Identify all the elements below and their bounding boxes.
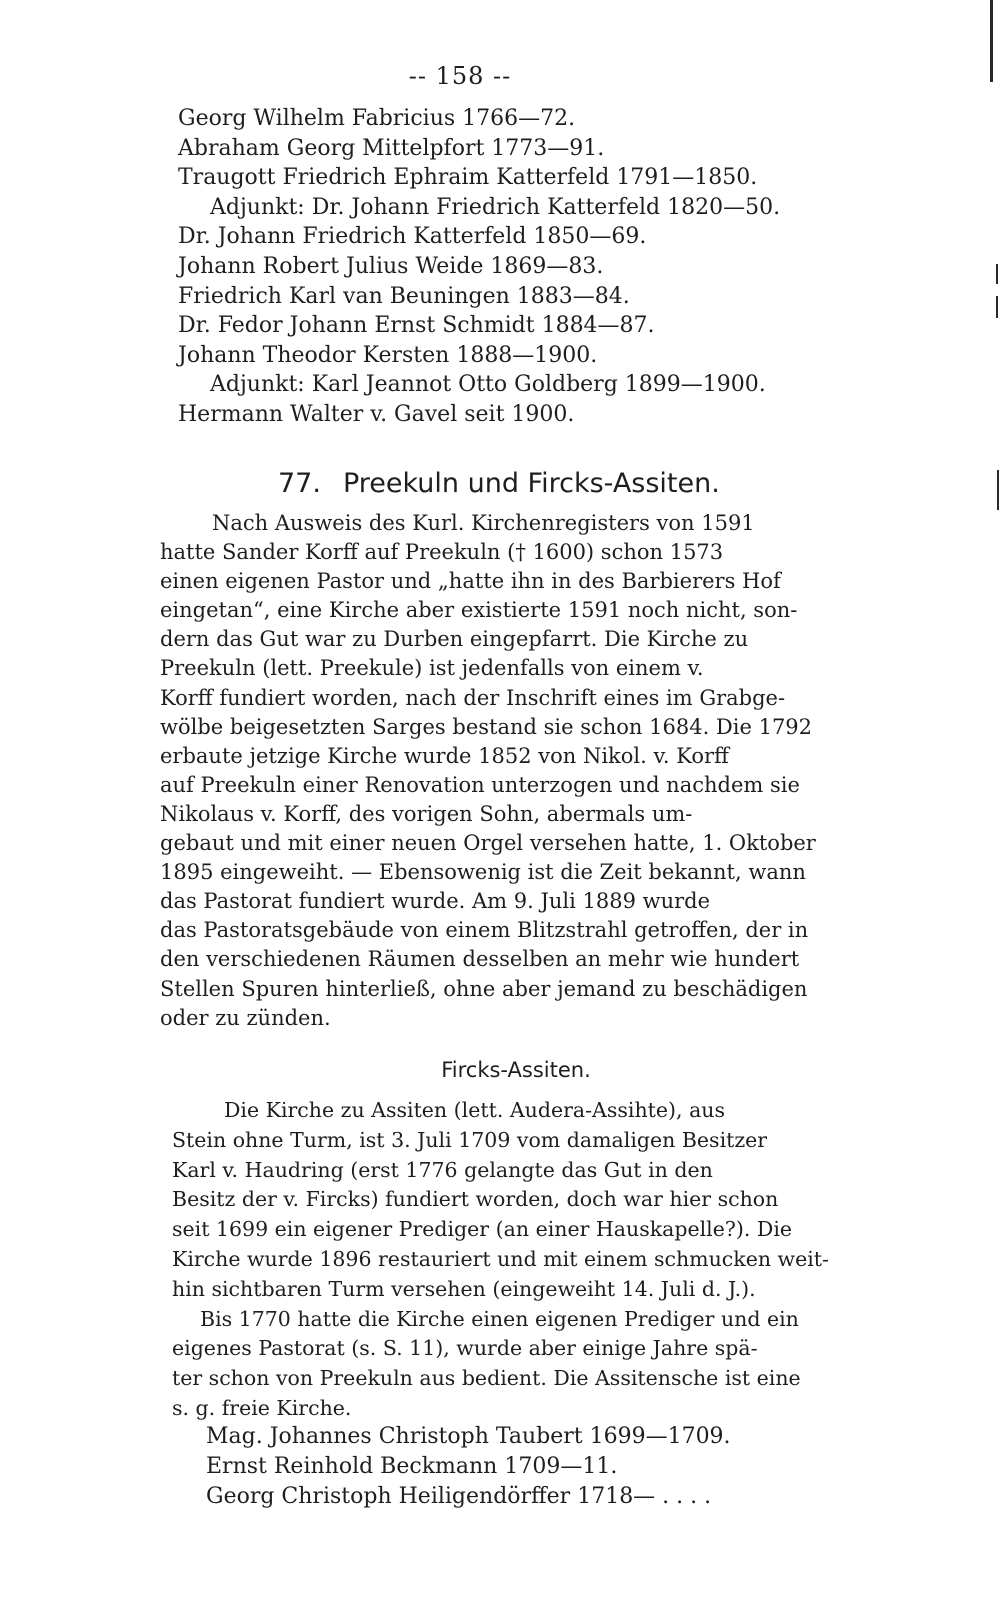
pastor-entry: Dr. Fedor Johann Ernst Schmidt 1884—87.	[178, 313, 655, 339]
pastor-entry: Georg Wilhelm Fabricius 1766—72.	[178, 106, 576, 131]
scan-edge-mark	[997, 470, 999, 510]
text-line: einen eigenen Pastor und „hatte ihn in des Barbierers Hof	[160, 569, 781, 594]
text-line: wölbe beigesetzten Sarges bestand sie schon 1684. Die 1792	[160, 714, 813, 739]
text-line: Korff fundiert worden, nach der Inschrift eines im Grabge-	[160, 685, 786, 710]
text-line: Bis 1770 hatte die Kirche einen eigenen Prediger und ein	[200, 1306, 799, 1331]
text-line: Stein ohne Turm, ist 3. Juli 1709 vom damaligen Besitzer	[172, 1127, 768, 1152]
pastor-entry: Traugott Friedrich Ephraim Katterfeld 1791—1850.	[178, 165, 758, 191]
text-line: den verschiedenen Räumen desselben an mehr wie hundert	[160, 947, 800, 972]
text-line: Nach Ausweis des Kurl. Kirchenregisters von 1591	[212, 511, 755, 535]
pastor-list-assiten	[206, 1422, 886, 1511]
text-line: Stellen Spuren hinterließ, ohne aber jemand zu beschädigen	[160, 976, 808, 1001]
pastor-entry: Friedrich Karl van Beuningen 1883—84.	[178, 283, 630, 309]
text-line: 1895 eingeweiht. — Ebensowenig ist die Zeit bekannt, wann	[160, 860, 806, 885]
page-number: -- 158 --	[408, 62, 512, 90]
pastor-entry: Mag. Johannes Christoph Taubert 1699—1709.	[206, 1424, 731, 1449]
text-line: s. g. freie Kirche.	[172, 1395, 352, 1420]
text-line: Nikolaus v. Korff, des vorigen Sohn, abermals um-	[160, 801, 693, 826]
scan-edge-mark	[990, 0, 993, 82]
text-line: erbaute jetzige Kirche wurde 1852 von Nikol. v. Korff	[160, 743, 729, 768]
text-line: eingetan“, eine Kirche aber existierte 1591 noch nicht, son-	[160, 598, 798, 623]
section-heading	[278, 468, 778, 499]
text-line: eigenes Pastorat (s. S. 11), wurde aber einige Jahre spä-	[172, 1336, 758, 1361]
text-line: Karl v. Haudring (erst 1776 gelangte das Gut in den	[172, 1157, 713, 1182]
paragraph-assiten	[172, 1096, 880, 1424]
pastor-entry: Dr. Johann Friedrich Katterfeld 1850—69.	[178, 224, 647, 250]
pastor-entry: Johann Theodor Kersten 1888—1900.	[178, 342, 598, 368]
text-line: hatte Sander Korff auf Preekuln († 1600) schon 1573	[160, 540, 724, 565]
text-line: oder zu zünden.	[160, 1005, 331, 1030]
text-line: Besitz der v. Fircks) fundiert worden, doch war hier schon	[172, 1187, 779, 1212]
pastor-entry: Abraham Georg Mittelpfort 1773—91.	[178, 135, 605, 161]
section-title: Preekuln und Fircks-Assiten.	[342, 468, 720, 499]
text-line: dern das Gut war zu Durben eingepfarrt. Die Kirche zu	[160, 627, 749, 652]
text-line: hin sichtbaren Turm versehen (eingeweiht 14. Juli d. J.).	[172, 1276, 756, 1301]
pastor-list-preekuln	[178, 104, 898, 430]
pastor-entry: Georg Christoph Heiligendörffer 1718— . . . .	[206, 1483, 712, 1509]
paragraph-preekuln	[160, 509, 850, 1054]
pastor-entry-adjunct: Adjunkt: Karl Jeannot Otto Goldberg 1899—1900.	[210, 372, 766, 398]
scan-edge-mark	[996, 296, 998, 318]
pastor-entry: Hermann Walter v. Gavel seit 1900.	[178, 401, 575, 427]
text-line: gebaut und mit einer neuen Orgel versehen hatte, 1. Oktober	[160, 831, 816, 856]
pastor-entry: Johann Robert Julius Weide 1869—83.	[178, 253, 604, 279]
sub-heading: Fircks-Assiten.	[441, 1058, 591, 1082]
text-line: Die Kirche zu Assiten (lett. Audera-Assihte), aus	[224, 1098, 726, 1122]
text-line: Preekuln (lett. Preekule) ist jedenfalls von einem v.	[160, 656, 704, 681]
scan-edge-mark	[996, 264, 998, 284]
text-line: Kirche wurde 1896 restauriert und mit einem schmucken weit-	[172, 1246, 829, 1271]
pastor-entry-adjunct: Adjunkt: Dr. Johann Friedrich Katterfeld 1820—50.	[210, 194, 781, 220]
section-number: 77.	[278, 468, 321, 499]
pastor-entry: Ernst Reinhold Beckmann 1709—11.	[206, 1453, 618, 1479]
text-line: ter schon von Preekuln aus bedient. Die Assitensche ist eine	[172, 1366, 801, 1391]
text-line: seit 1699 ein eigener Prediger (an einer Hauskapelle?). Die	[172, 1217, 793, 1242]
text-line: das Pastoratsgebäude von einem Blitzstrahl getroffen, der in	[160, 918, 809, 943]
text-line: das Pastorat fundiert wurde. Am 9. Juli 1889 wurde	[160, 889, 711, 914]
text-line: auf Preekuln einer Renovation unterzogen und nachdem sie	[160, 772, 800, 797]
